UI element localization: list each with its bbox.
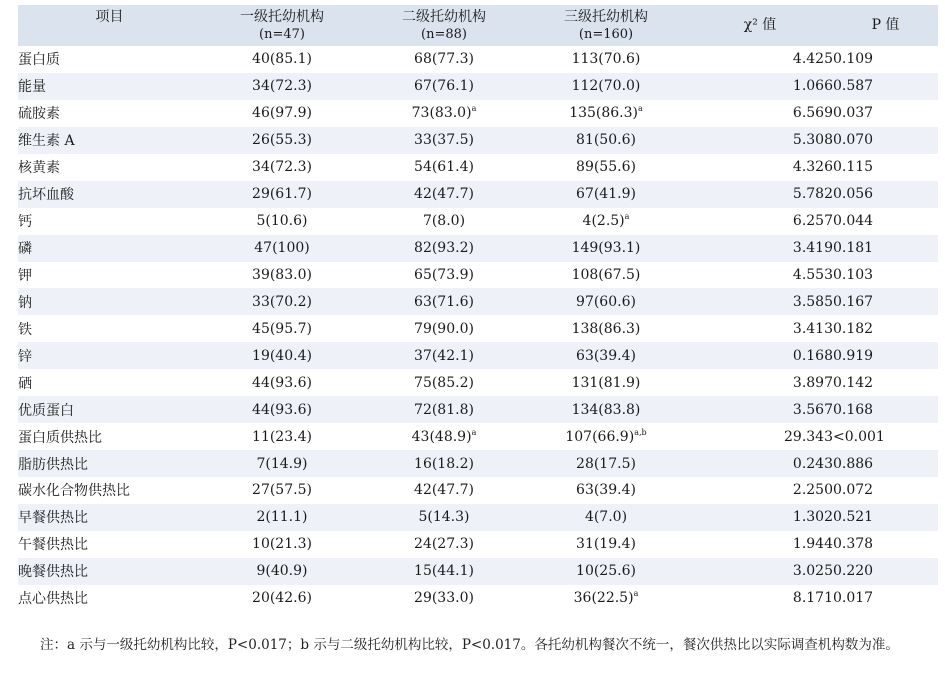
level3-cell: 28(17.5) — [576, 455, 636, 472]
significance-mark: a — [471, 104, 477, 114]
level1-cell: 2(11.1) — [256, 509, 308, 526]
level1-cell: 20(42.6) — [252, 590, 312, 607]
level1-cell: 44(93.6) — [252, 374, 312, 391]
row-name-cell: 蛋白质 — [18, 52, 60, 69]
p-value-cell: 0.587 — [833, 78, 874, 95]
p-value-cell: 0.115 — [833, 159, 874, 176]
level2-cell: 82(93.2) — [414, 240, 474, 257]
chi-square-cell: 1.944 — [792, 536, 833, 553]
p-value-cell: 0.017 — [833, 590, 874, 607]
table-row — [18, 396, 938, 423]
row-name-cell: 硒 — [18, 375, 32, 392]
table-row — [18, 154, 938, 181]
level3-cell: 4(7.0) — [584, 509, 628, 526]
row-name-cell: 晚餐供热比 — [18, 564, 88, 581]
chi-square-cell: 4.553 — [792, 266, 833, 283]
level3-cell: $36(22.5)^a$ — [573, 589, 639, 607]
level3-cell: 112(70.0) — [571, 78, 641, 95]
level1-cell: 40(85.1) — [252, 51, 312, 68]
row-name-cell: 铁 — [18, 321, 32, 338]
level1-cell: 29(61.7) — [252, 186, 312, 203]
chi-square-cell: 1.302 — [792, 509, 833, 526]
level2-cell: 79(90.0) — [414, 320, 474, 337]
p-value-cell: 0.521 — [833, 509, 874, 526]
level2-cell: 42(47.7) — [414, 186, 474, 203]
level3-cell: 131(81.9) — [571, 374, 641, 391]
table-row — [18, 208, 938, 235]
level3-cell: 67(41.9) — [576, 186, 636, 203]
level2-cell: 42(47.7) — [414, 482, 474, 499]
p-value-cell: 0.220 — [833, 563, 874, 580]
level1-cell: 19(40.4) — [252, 347, 312, 364]
level2-cell: 54(61.4) — [414, 159, 474, 176]
row-name-cell: 钠 — [18, 294, 32, 311]
p-value-cell: 0.070 — [833, 132, 874, 149]
row-name-cell: 维生素 A — [18, 133, 75, 150]
chi-square-cell: 0.243 — [792, 455, 833, 472]
table-body — [18, 46, 938, 612]
level1-cell: 46(97.9) — [252, 105, 312, 122]
significance-mark: a,b — [634, 427, 647, 437]
header-item: 项目 — [95, 9, 124, 25]
row-name-cell: 脂肪供热比 — [18, 456, 88, 473]
header-level2-n: (n=88) — [421, 27, 467, 42]
level2-cell: 75(85.2) — [414, 374, 474, 391]
level3-cell: $107(66.9)^{a,b}$ — [565, 427, 647, 445]
level3-cell: 63(39.4) — [576, 347, 636, 364]
table-row — [18, 504, 938, 531]
p-value-cell: 0.886 — [833, 455, 874, 472]
table-row — [18, 127, 938, 154]
level2-cell: 24(27.3) — [414, 536, 474, 553]
level3-cell: 63(39.4) — [576, 482, 636, 499]
row-name-cell: 早餐供热比 — [18, 510, 88, 527]
row-name-cell: 钾 — [18, 267, 32, 284]
header-chi-square: χ² 值 — [743, 17, 777, 33]
table-row — [18, 342, 938, 369]
level1-cell: 11(23.4) — [252, 428, 312, 445]
level2-cell: 37(42.1) — [414, 347, 474, 364]
row-name-cell: 硫胺素 — [18, 106, 60, 123]
level1-cell: 34(72.3) — [252, 78, 312, 95]
level2-cell: 72(81.8) — [414, 401, 474, 418]
level1-cell: 26(55.3) — [252, 132, 312, 149]
p-value-cell: 0.103 — [833, 266, 874, 283]
chi-square-cell: 3.585 — [792, 293, 833, 310]
chi-square-cell: 6.257 — [792, 213, 833, 230]
level1-cell: 27(57.5) — [252, 482, 312, 499]
table-row — [18, 235, 938, 262]
chi-square-cell: 29.343 — [784, 428, 833, 445]
row-name-cell: 能量 — [18, 79, 46, 96]
row-name-cell: 抗坏血酸 — [18, 187, 74, 204]
level3-cell: 31(19.4) — [576, 536, 636, 553]
level3-cell: 89(55.6) — [576, 159, 636, 176]
table-row — [18, 531, 938, 558]
row-name-cell: 钙 — [18, 214, 32, 231]
p-value-cell: 0.378 — [833, 536, 874, 553]
p-value-cell: 0.142 — [833, 374, 874, 391]
p-value-cell: 0.919 — [833, 347, 874, 364]
level1-cell: 7(14.9) — [256, 455, 308, 472]
level1-cell: 44(93.6) — [252, 401, 312, 418]
chi-square-cell: 3.567 — [792, 401, 833, 418]
p-value-cell: 0.168 — [833, 401, 874, 418]
p-value-cell: 0.072 — [833, 482, 874, 499]
level1-cell: 10(21.3) — [252, 536, 312, 553]
level2-cell: 29(33.0) — [414, 590, 474, 607]
header-level2: 二级托幼机构 (n=88) — [363, 5, 525, 46]
chi-square-cell: 4.326 — [792, 159, 833, 176]
level1-cell: 9(40.9) — [256, 563, 308, 580]
p-value-cell: 0.109 — [833, 51, 874, 68]
chi-square-cell: 1.066 — [792, 78, 833, 95]
row-name-cell: 锌 — [18, 348, 32, 365]
significance-mark: a — [471, 427, 477, 437]
level1-cell: 39(83.0) — [252, 266, 312, 283]
header-level3-n: (n=160) — [578, 27, 634, 42]
level3-cell: 108(67.5) — [571, 266, 641, 283]
table-row — [18, 477, 938, 504]
header-level3: 三级托幼机构 (n=160) — [525, 5, 687, 46]
row-name-cell: 点心供热比 — [18, 591, 88, 608]
table-footnote: 注：a 示与一级托幼机构比较，P<0.017；b 示与二级托幼机构比较，P<0.017。各托幼机构餐次不统一，餐次供热比以实际调查机构数为准。 — [40, 637, 899, 653]
level2-cell: 33(37.5) — [414, 132, 474, 149]
level3-cell: 113(70.6) — [571, 51, 641, 68]
row-name-cell: 午餐供热比 — [18, 537, 88, 554]
table-row — [18, 585, 938, 612]
level3-cell: 138(86.3) — [571, 320, 641, 337]
level2-cell: 16(18.2) — [414, 455, 474, 472]
chi-square-cell: 3.025 — [792, 563, 833, 580]
level2-cell: 5(14.3) — [418, 509, 470, 526]
table-row — [18, 73, 938, 100]
level3-cell: 10(25.6) — [576, 563, 636, 580]
level3-cell: $135(86.3)^a$ — [569, 104, 643, 122]
chi-square-cell: 4.425 — [792, 51, 833, 68]
level3-cell: 149(93.1) — [571, 240, 641, 257]
table-header-row — [18, 5, 938, 46]
table-row — [18, 423, 938, 450]
level1-cell: 34(72.3) — [252, 159, 312, 176]
p-value-cell: 0.037 — [833, 105, 874, 122]
table-row — [18, 315, 938, 342]
significance-mark: a — [633, 589, 639, 599]
level2-cell: 67(76.1) — [414, 78, 474, 95]
header-level1-n: (n=47) — [259, 27, 305, 42]
header-p-value: P 值 — [871, 17, 900, 33]
level1-cell: 33(70.2) — [252, 293, 312, 310]
significance-mark: a — [638, 104, 643, 114]
level1-cell: 47(100) — [254, 240, 310, 257]
chi-square-cell: 3.897 — [792, 374, 833, 391]
significance-mark: a — [624, 212, 630, 222]
level2-cell: 15(44.1) — [414, 563, 474, 580]
row-name-cell: 磷 — [18, 241, 32, 258]
level2-cell: 63(71.6) — [414, 293, 474, 310]
row-name-cell: 碳水化合物供热比 — [18, 483, 130, 500]
p-value-cell: 0.167 — [833, 293, 874, 310]
level2-cell: $43(48.9)^a$ — [411, 427, 477, 445]
table-row — [18, 181, 938, 208]
level2-cell: 7(8.0) — [422, 213, 466, 230]
chi-square-cell: 5.782 — [792, 186, 833, 203]
chi-square-cell: 8.171 — [792, 590, 833, 607]
level1-cell: 45(95.7) — [252, 320, 312, 337]
p-value-cell: <0.001 — [833, 428, 885, 445]
statistics-table — [18, 5, 938, 612]
row-name-cell: 核黄素 — [18, 160, 60, 177]
p-value-cell: 0.181 — [833, 240, 874, 257]
chi-square-cell: 2.250 — [792, 482, 833, 499]
level3-cell: 134(83.8) — [571, 401, 641, 418]
table-row — [18, 46, 938, 73]
chi-square-cell: 3.419 — [792, 240, 833, 257]
chi-square-cell: 5.308 — [792, 132, 833, 149]
p-value-cell: 0.182 — [833, 320, 874, 337]
p-value-cell: 0.056 — [833, 186, 874, 203]
header-level1: 一级托幼机构 (n=47) — [201, 5, 363, 46]
level2-cell: $73(83.0)^a$ — [411, 104, 477, 122]
table-row — [18, 450, 938, 477]
row-name-cell: 优质蛋白 — [18, 402, 74, 419]
level3-cell: 81(50.6) — [576, 132, 636, 149]
table-row — [18, 262, 938, 289]
level1-cell: 5(10.6) — [256, 213, 308, 230]
level2-cell: 65(73.9) — [414, 266, 474, 283]
chi-square-cell: 0.168 — [792, 347, 833, 364]
row-name-cell: 蛋白质供热比 — [18, 429, 102, 446]
level3-cell: $4(2.5)^a$ — [582, 212, 630, 230]
table-row — [18, 100, 938, 127]
p-value-cell: 0.044 — [833, 213, 874, 230]
level3-cell: 97(60.6) — [576, 293, 636, 310]
table-row — [18, 558, 938, 585]
chi-square-cell: 6.569 — [792, 105, 833, 122]
table-row — [18, 288, 938, 315]
table-row — [18, 369, 938, 396]
chi-square-cell: 3.413 — [792, 320, 833, 337]
level2-cell: 68(77.3) — [414, 51, 474, 68]
